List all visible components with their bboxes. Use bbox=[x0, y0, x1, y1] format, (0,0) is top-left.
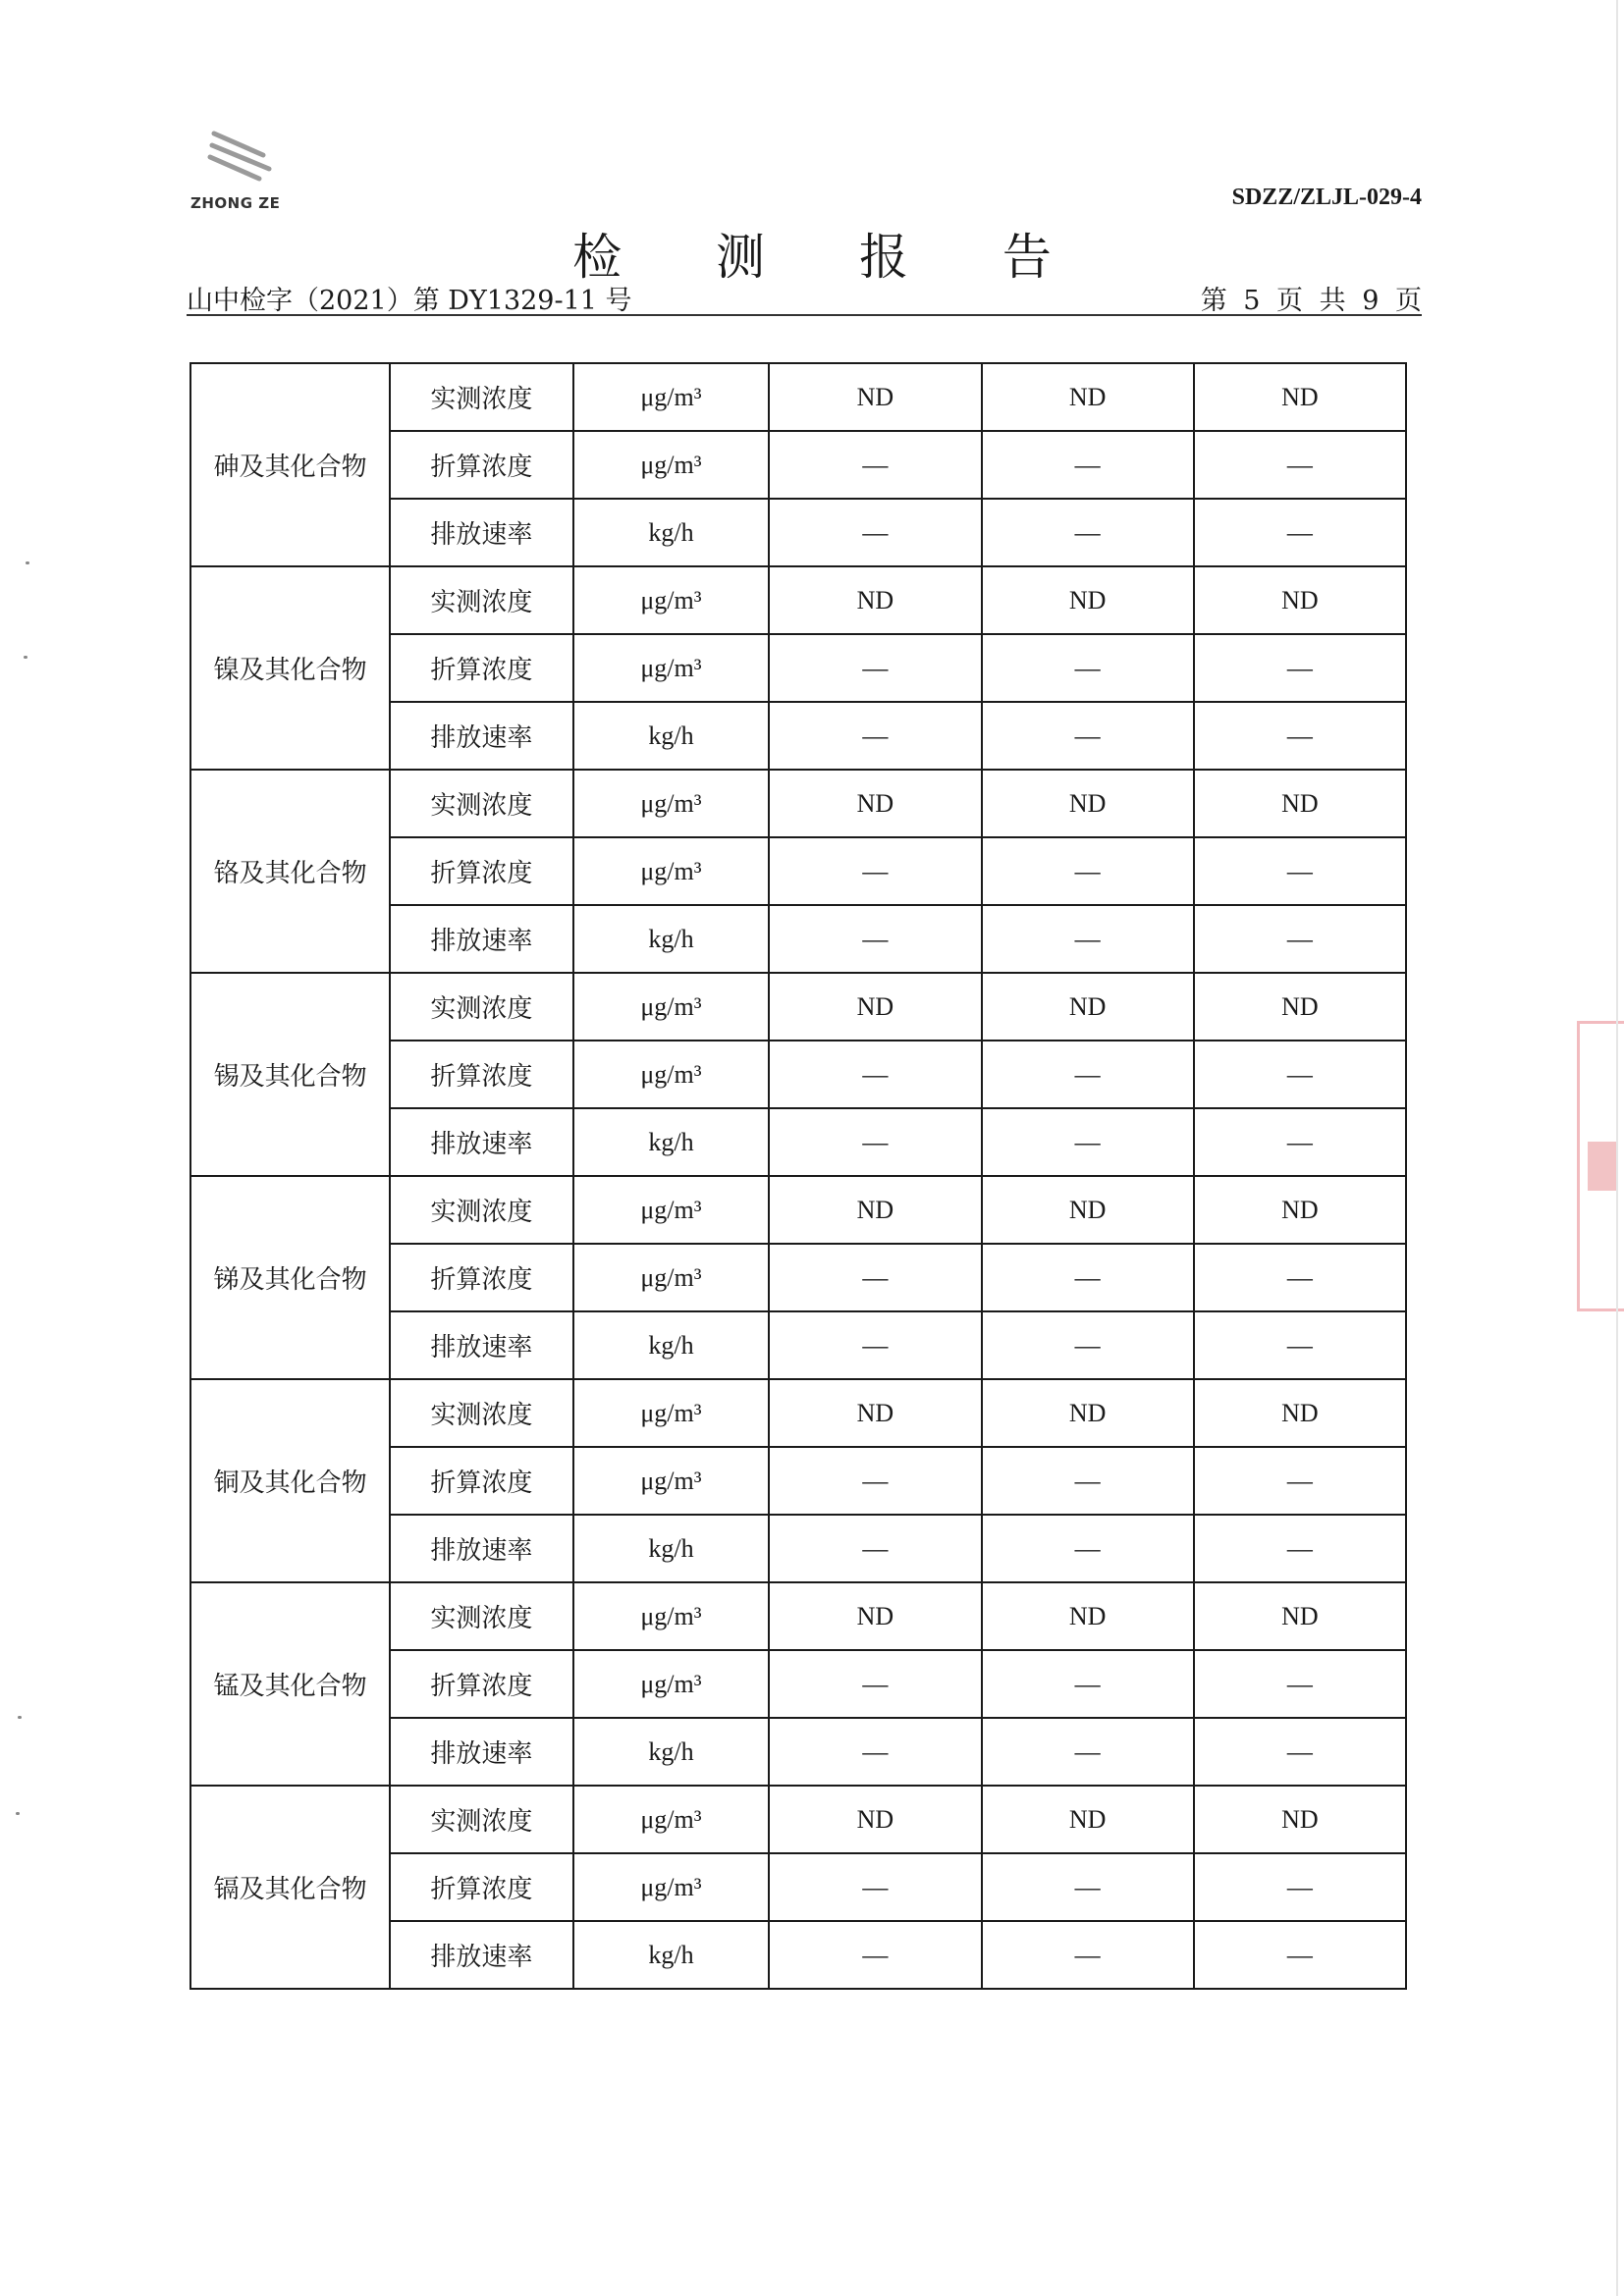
parameter-cell: 排放速率 bbox=[390, 1108, 572, 1176]
result-cell-2: ND bbox=[982, 363, 1194, 431]
result-cell-2: ND bbox=[982, 770, 1194, 837]
result-cell-2: — bbox=[982, 1853, 1194, 1921]
parameter-cell: 排放速率 bbox=[390, 1515, 572, 1582]
unit-cell: μg/m³ bbox=[573, 837, 770, 905]
item-name-cell: 砷及其化合物 bbox=[190, 363, 390, 566]
result-cell-3: — bbox=[1194, 1108, 1406, 1176]
result-cell-3: ND bbox=[1194, 1379, 1406, 1447]
result-cell-3: ND bbox=[1194, 566, 1406, 634]
parameter-cell: 排放速率 bbox=[390, 499, 572, 566]
result-cell-1: — bbox=[769, 1921, 981, 1989]
unit-cell: kg/h bbox=[573, 499, 770, 566]
parameter-cell: 折算浓度 bbox=[390, 1244, 572, 1311]
result-cell-1: — bbox=[769, 1853, 981, 1921]
item-name-cell: 镉及其化合物 bbox=[190, 1786, 390, 1989]
result-cell-3: ND bbox=[1194, 1786, 1406, 1853]
item-name-cell: 锡及其化合物 bbox=[190, 973, 390, 1176]
table-row bbox=[190, 566, 1406, 634]
result-cell-1: — bbox=[769, 702, 981, 770]
table-row bbox=[190, 973, 1406, 1041]
result-cell-3: — bbox=[1194, 1921, 1406, 1989]
parameter-cell: 实测浓度 bbox=[390, 1379, 572, 1447]
company-logo bbox=[187, 126, 295, 214]
parameter-cell: 折算浓度 bbox=[390, 634, 572, 702]
result-cell-3: ND bbox=[1194, 1582, 1406, 1650]
result-cell-2: — bbox=[982, 1718, 1194, 1786]
result-cell-1: ND bbox=[769, 973, 981, 1041]
parameter-cell: 折算浓度 bbox=[390, 1853, 572, 1921]
result-cell-3: — bbox=[1194, 1311, 1406, 1379]
result-cell-3: — bbox=[1194, 1041, 1406, 1108]
parameter-cell: 实测浓度 bbox=[390, 1176, 572, 1244]
result-cell-2: — bbox=[982, 1921, 1194, 1989]
parameter-cell: 实测浓度 bbox=[390, 973, 572, 1041]
result-cell-3: — bbox=[1194, 905, 1406, 973]
result-cell-3: — bbox=[1194, 1650, 1406, 1718]
result-cell-3: — bbox=[1194, 837, 1406, 905]
result-cell-1: ND bbox=[769, 1582, 981, 1650]
result-cell-2: ND bbox=[982, 1582, 1194, 1650]
result-cell-1: ND bbox=[769, 363, 981, 431]
unit-cell: kg/h bbox=[573, 905, 770, 973]
result-cell-2: — bbox=[982, 1244, 1194, 1311]
result-cell-2: — bbox=[982, 1041, 1194, 1108]
result-cell-1: — bbox=[769, 634, 981, 702]
result-cell-1: — bbox=[769, 499, 981, 566]
parameter-cell: 折算浓度 bbox=[390, 1650, 572, 1718]
unit-cell: μg/m³ bbox=[573, 1786, 770, 1853]
unit-cell: kg/h bbox=[573, 702, 770, 770]
logo-text: ZHONG ZE bbox=[190, 194, 281, 212]
unit-cell: kg/h bbox=[573, 1921, 770, 1989]
result-cell-3: — bbox=[1194, 1718, 1406, 1786]
result-cell-3: — bbox=[1194, 1853, 1406, 1921]
scan-speck bbox=[24, 656, 27, 659]
unit-cell: μg/m³ bbox=[573, 1176, 770, 1244]
unit-cell: μg/m³ bbox=[573, 431, 770, 499]
table-row bbox=[190, 363, 1406, 431]
result-cell-3: ND bbox=[1194, 770, 1406, 837]
report-subheader bbox=[187, 279, 1422, 316]
unit-cell: μg/m³ bbox=[573, 1244, 770, 1311]
unit-cell: kg/h bbox=[573, 1311, 770, 1379]
page-edge bbox=[1616, 0, 1618, 2296]
unit-cell: μg/m³ bbox=[573, 634, 770, 702]
result-cell-3: — bbox=[1194, 702, 1406, 770]
parameter-cell: 排放速率 bbox=[390, 702, 572, 770]
scan-speck bbox=[18, 1716, 22, 1719]
result-cell-1: — bbox=[769, 1447, 981, 1515]
unit-cell: μg/m³ bbox=[573, 1379, 770, 1447]
result-cell-2: ND bbox=[982, 1379, 1194, 1447]
result-cell-1: ND bbox=[769, 1176, 981, 1244]
result-cell-2: — bbox=[982, 1447, 1194, 1515]
result-cell-1: ND bbox=[769, 1786, 981, 1853]
result-cell-1: — bbox=[769, 1311, 981, 1379]
item-name-cell: 镍及其化合物 bbox=[190, 566, 390, 770]
result-cell-3: — bbox=[1194, 431, 1406, 499]
result-cell-2: ND bbox=[982, 973, 1194, 1041]
result-cell-1: — bbox=[769, 431, 981, 499]
parameter-cell: 折算浓度 bbox=[390, 837, 572, 905]
result-cell-3: ND bbox=[1194, 363, 1406, 431]
result-cell-1: ND bbox=[769, 1379, 981, 1447]
unit-cell: μg/m³ bbox=[573, 1650, 770, 1718]
result-cell-3: — bbox=[1194, 634, 1406, 702]
result-cell-3: — bbox=[1194, 1447, 1406, 1515]
result-cell-1: ND bbox=[769, 566, 981, 634]
item-name-cell: 锑及其化合物 bbox=[190, 1176, 390, 1379]
page-title: 检 测 报 告 bbox=[572, 229, 1091, 286]
result-cell-2: — bbox=[982, 634, 1194, 702]
result-cell-2: — bbox=[982, 1515, 1194, 1582]
unit-cell: μg/m³ bbox=[573, 973, 770, 1041]
result-cell-1: — bbox=[769, 837, 981, 905]
result-cell-2: — bbox=[982, 905, 1194, 973]
result-cell-2: — bbox=[982, 1108, 1194, 1176]
results-table bbox=[189, 362, 1407, 1990]
parameter-cell: 排放速率 bbox=[390, 905, 572, 973]
result-cell-2: — bbox=[982, 431, 1194, 499]
unit-cell: kg/h bbox=[573, 1718, 770, 1786]
parameter-cell: 排放速率 bbox=[390, 1921, 572, 1989]
table-row bbox=[190, 1786, 1406, 1853]
result-cell-1: — bbox=[769, 1650, 981, 1718]
table-row bbox=[190, 1582, 1406, 1650]
unit-cell: μg/m³ bbox=[573, 363, 770, 431]
result-cell-2: — bbox=[982, 499, 1194, 566]
parameter-cell: 排放速率 bbox=[390, 1311, 572, 1379]
result-cell-3: — bbox=[1194, 499, 1406, 566]
parameter-cell: 实测浓度 bbox=[390, 1582, 572, 1650]
result-cell-3: — bbox=[1194, 1244, 1406, 1311]
unit-cell: μg/m³ bbox=[573, 1853, 770, 1921]
document-code: SDZZ/ZLJL-029-4 bbox=[1231, 185, 1422, 210]
result-cell-1: — bbox=[769, 1041, 981, 1108]
page-indicator: 第 5 页 共 9 页 bbox=[1200, 286, 1422, 316]
result-cell-2: ND bbox=[982, 1786, 1194, 1853]
scan-speck bbox=[16, 1812, 20, 1815]
unit-cell: μg/m³ bbox=[573, 770, 770, 837]
result-cell-1: — bbox=[769, 1718, 981, 1786]
parameter-cell: 折算浓度 bbox=[390, 1447, 572, 1515]
result-cell-1: — bbox=[769, 1515, 981, 1582]
item-name-cell: 铜及其化合物 bbox=[190, 1379, 390, 1582]
result-cell-2: ND bbox=[982, 566, 1194, 634]
parameter-cell: 折算浓度 bbox=[390, 1041, 572, 1108]
result-cell-3: ND bbox=[1194, 1176, 1406, 1244]
report-number: 山中检字（2021）第 DY1329-11 号 bbox=[187, 286, 632, 316]
table-row bbox=[190, 1176, 1406, 1244]
table-row bbox=[190, 770, 1406, 837]
item-name-cell: 铬及其化合物 bbox=[190, 770, 390, 973]
unit-cell: kg/h bbox=[573, 1515, 770, 1582]
parameter-cell: 实测浓度 bbox=[390, 566, 572, 634]
item-name-cell: 锰及其化合物 bbox=[190, 1582, 390, 1786]
result-cell-3: — bbox=[1194, 1515, 1406, 1582]
unit-cell: kg/h bbox=[573, 1108, 770, 1176]
parameter-cell: 实测浓度 bbox=[390, 770, 572, 837]
parameter-cell: 折算浓度 bbox=[390, 431, 572, 499]
result-cell-3: ND bbox=[1194, 973, 1406, 1041]
unit-cell: μg/m³ bbox=[573, 566, 770, 634]
parameter-cell: 实测浓度 bbox=[390, 1786, 572, 1853]
result-cell-2: — bbox=[982, 1311, 1194, 1379]
unit-cell: μg/m³ bbox=[573, 1447, 770, 1515]
result-cell-2: — bbox=[982, 837, 1194, 905]
result-cell-1: — bbox=[769, 905, 981, 973]
result-cell-2: — bbox=[982, 702, 1194, 770]
zhongze-logo-icon bbox=[204, 126, 283, 185]
result-cell-2: — bbox=[982, 1650, 1194, 1718]
unit-cell: μg/m³ bbox=[573, 1041, 770, 1108]
result-cell-1: — bbox=[769, 1108, 981, 1176]
table-row bbox=[190, 1379, 1406, 1447]
result-cell-1: — bbox=[769, 1244, 981, 1311]
unit-cell: μg/m³ bbox=[573, 1582, 770, 1650]
scan-speck bbox=[26, 561, 29, 564]
result-cell-1: ND bbox=[769, 770, 981, 837]
result-cell-2: ND bbox=[982, 1176, 1194, 1244]
parameter-cell: 实测浓度 bbox=[390, 363, 572, 431]
parameter-cell: 排放速率 bbox=[390, 1718, 572, 1786]
